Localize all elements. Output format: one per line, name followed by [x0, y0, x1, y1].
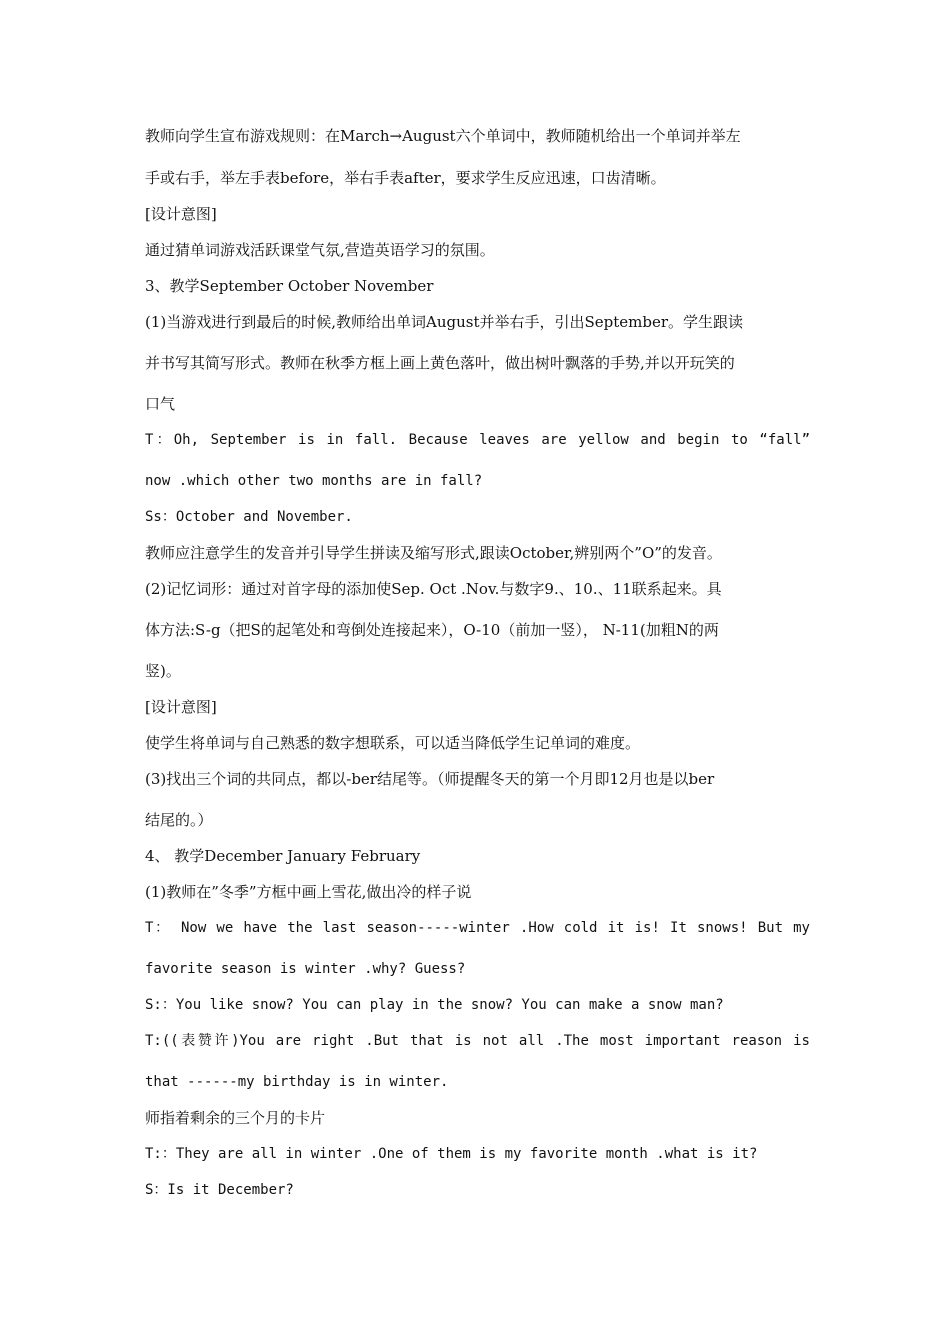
dialogue-line: Ss：October and November. — [145, 509, 353, 525]
paragraph-line: 体方法:S-g（把S的起笔处和弯倒处连接起来），O-10（前加一竖）， N-11(加粗N的两 — [145, 621, 719, 639]
dialogue-line: T:：They are all in winter .One of them is my favorite month .what is it? — [145, 1146, 758, 1162]
dialogue-line: T:((表赞许)You are right .But that is not all .The most important reason is — [145, 1033, 810, 1049]
paragraph-line: (1)当游戏进行到最后的时候,教师给出单词August并举右手，引出September。学生跟读 — [145, 313, 744, 331]
paragraph-line: 教师向学生宣布游戏规则：在March→August六个单词中，教师随机给出一个单词并举左 — [145, 127, 741, 145]
dialogue-line: S：Is it December? — [145, 1182, 294, 1198]
section-heading: 3、教学September October November — [145, 277, 434, 295]
paragraph-line: 竖)。 — [145, 662, 181, 680]
paragraph-line: 使学生将单词与自己熟悉的数字想联系，可以适当降低学生记单词的难度。 — [145, 734, 641, 752]
section-heading: 4、 教学December January February — [145, 847, 421, 865]
dialogue-line: now .which other two months are in fall? — [145, 473, 483, 489]
dialogue-line: favorite season is winter .why? Guess? — [145, 961, 466, 977]
paragraph-line: 通过猜单词游戏活跃课堂气氛,营造英语学习的氛围。 — [145, 241, 495, 259]
paragraph-line: 手或右手，举左手表before，举右手表after，要求学生反应迅速，口齿清晰。 — [145, 169, 666, 187]
paragraph-line: 并书写其简写形式。教师在秋季方框上画上黄色落叶，做出树叶飘落的手势,并以开玩笑的 — [145, 354, 735, 372]
paragraph-line: 教师应注意学生的发音并引导学生拼读及缩写形式,跟读October,辨别两个”O”的发音。 — [145, 544, 722, 562]
section-heading: [设计意图] — [145, 698, 217, 716]
dialogue-line: T：Oh, September is in fall. Because leaves are yellow and begin to “fall” — [145, 432, 810, 448]
paragraph-line: (2)记忆词形：通过对首字母的添加使Sep. Oct .Nov.与数字9.、10.、11联系起来。具 — [145, 580, 722, 598]
paragraph-line: (1)教师在”冬季”方框中画上雪花,做出冷的样子说 — [145, 883, 472, 901]
paragraph-line: 口气 — [145, 395, 176, 413]
dialogue-line: that ------my birthday is in winter. — [145, 1074, 449, 1090]
paragraph-line: 师指着剩余的三个月的卡片 — [145, 1109, 326, 1127]
paragraph-line: 结尾的。） — [145, 811, 213, 829]
dialogue-line: T： Now we have the last season-----winter .How cold it is! It snows! But my — [145, 920, 810, 936]
dialogue-line: S:：You like snow? You can play in the snow? You can make a snow man? — [145, 997, 724, 1013]
paragraph-line: (3)找出三个词的共同点，都以-ber结尾等。（师提醒冬天的第一个月即12月也是以ber — [145, 770, 715, 788]
section-heading: [设计意图] — [145, 205, 217, 223]
